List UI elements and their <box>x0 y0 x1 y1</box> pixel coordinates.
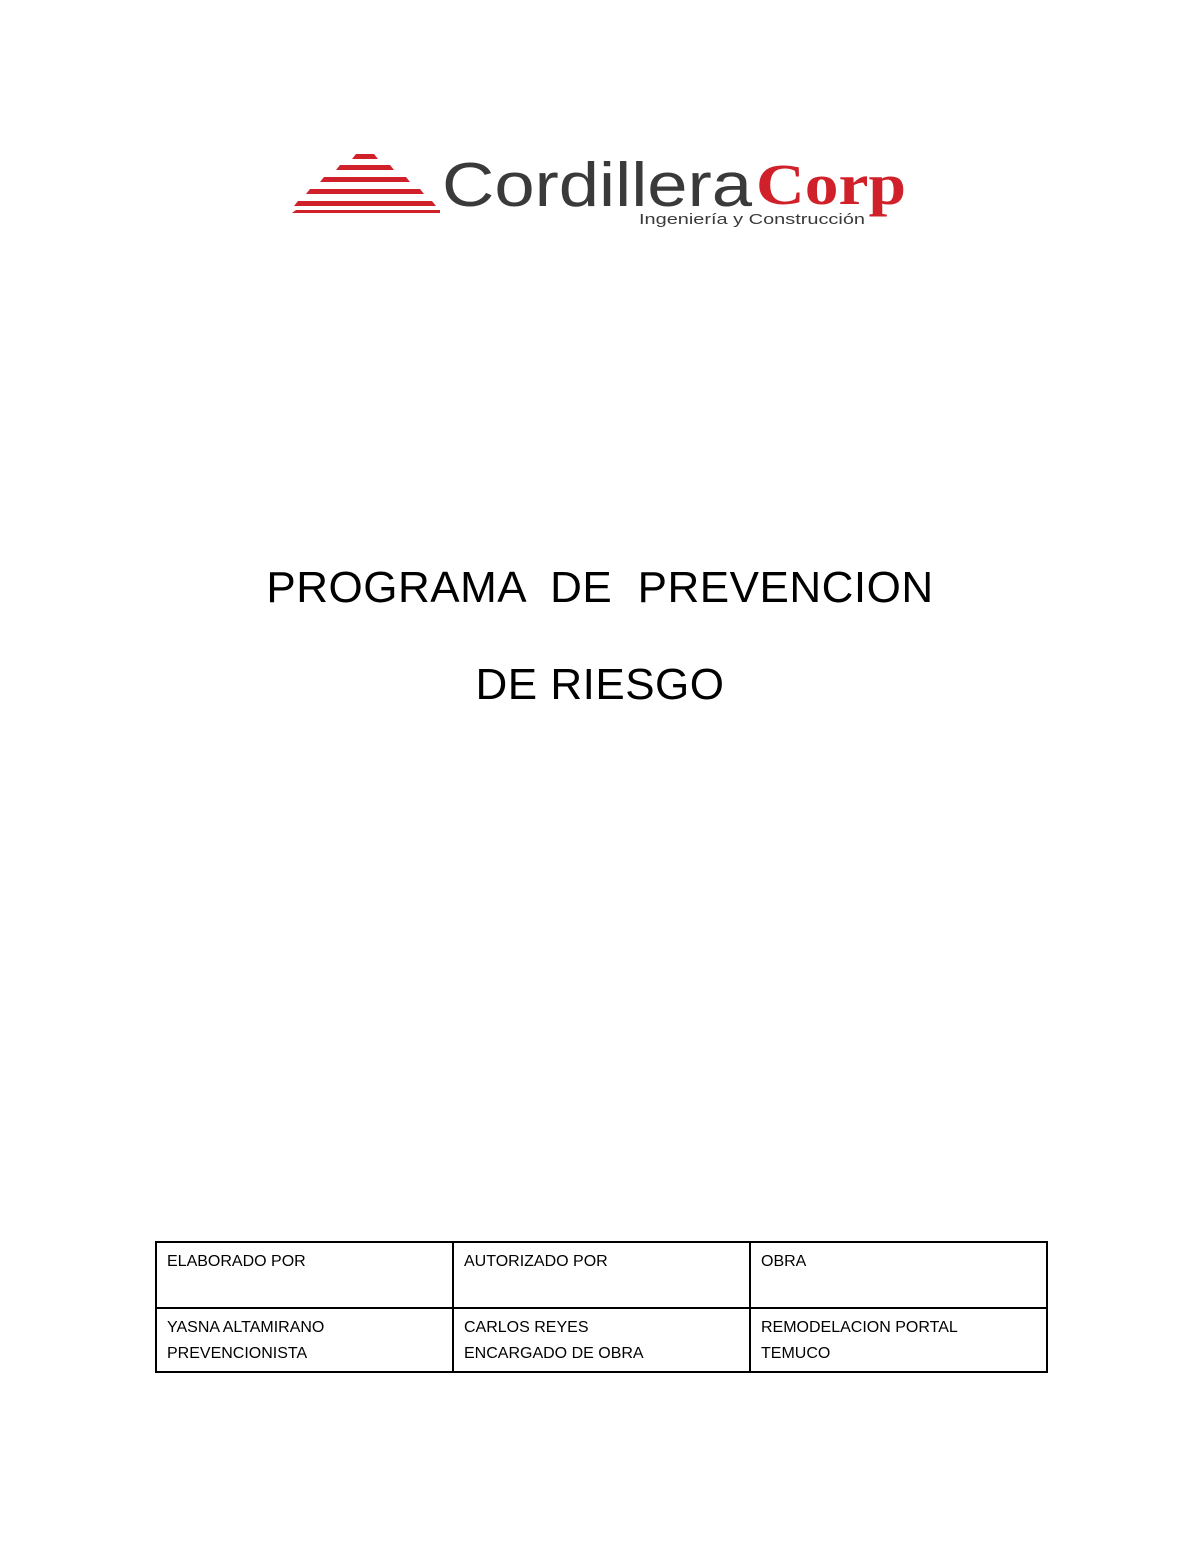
title-line-2: DE RIESGO <box>475 660 725 709</box>
cell-elaborado-por <box>156 1308 453 1372</box>
header-obra: OBRA <box>750 1242 1047 1308</box>
autorizado-role: ENCARGADO DE OBRA <box>464 1345 644 1362</box>
header-autorizado-por: AUTORIZADO POR <box>453 1242 750 1308</box>
document-title <box>0 558 1200 715</box>
logo-stripes-icon <box>292 154 440 213</box>
obra-line-1: REMODELACION PORTAL <box>761 1319 958 1336</box>
logo-tagline: Ingeniería y Construcción <box>639 211 865 228</box>
cell-obra <box>750 1308 1047 1372</box>
elaborado-role: PREVENCIONISTA <box>167 1345 308 1362</box>
obra-line-2: TEMUCO <box>761 1345 831 1362</box>
cell-autorizado-por <box>453 1308 750 1372</box>
table-header-row <box>156 1242 1047 1308</box>
title-line-1: PROGRAMA DE PREVENCION <box>266 563 934 612</box>
logo-name-part1: Cordillera <box>442 151 753 220</box>
header-elaborado-por: ELABORADO POR <box>156 1242 453 1308</box>
elaborado-name: YASNA ALTAMIRANO <box>167 1319 325 1336</box>
company-logo <box>292 148 912 232</box>
table-row <box>156 1308 1047 1372</box>
logo-name-part2: Corp <box>756 152 906 217</box>
approval-table <box>155 1241 1048 1373</box>
autorizado-name: CARLOS REYES <box>464 1319 589 1336</box>
